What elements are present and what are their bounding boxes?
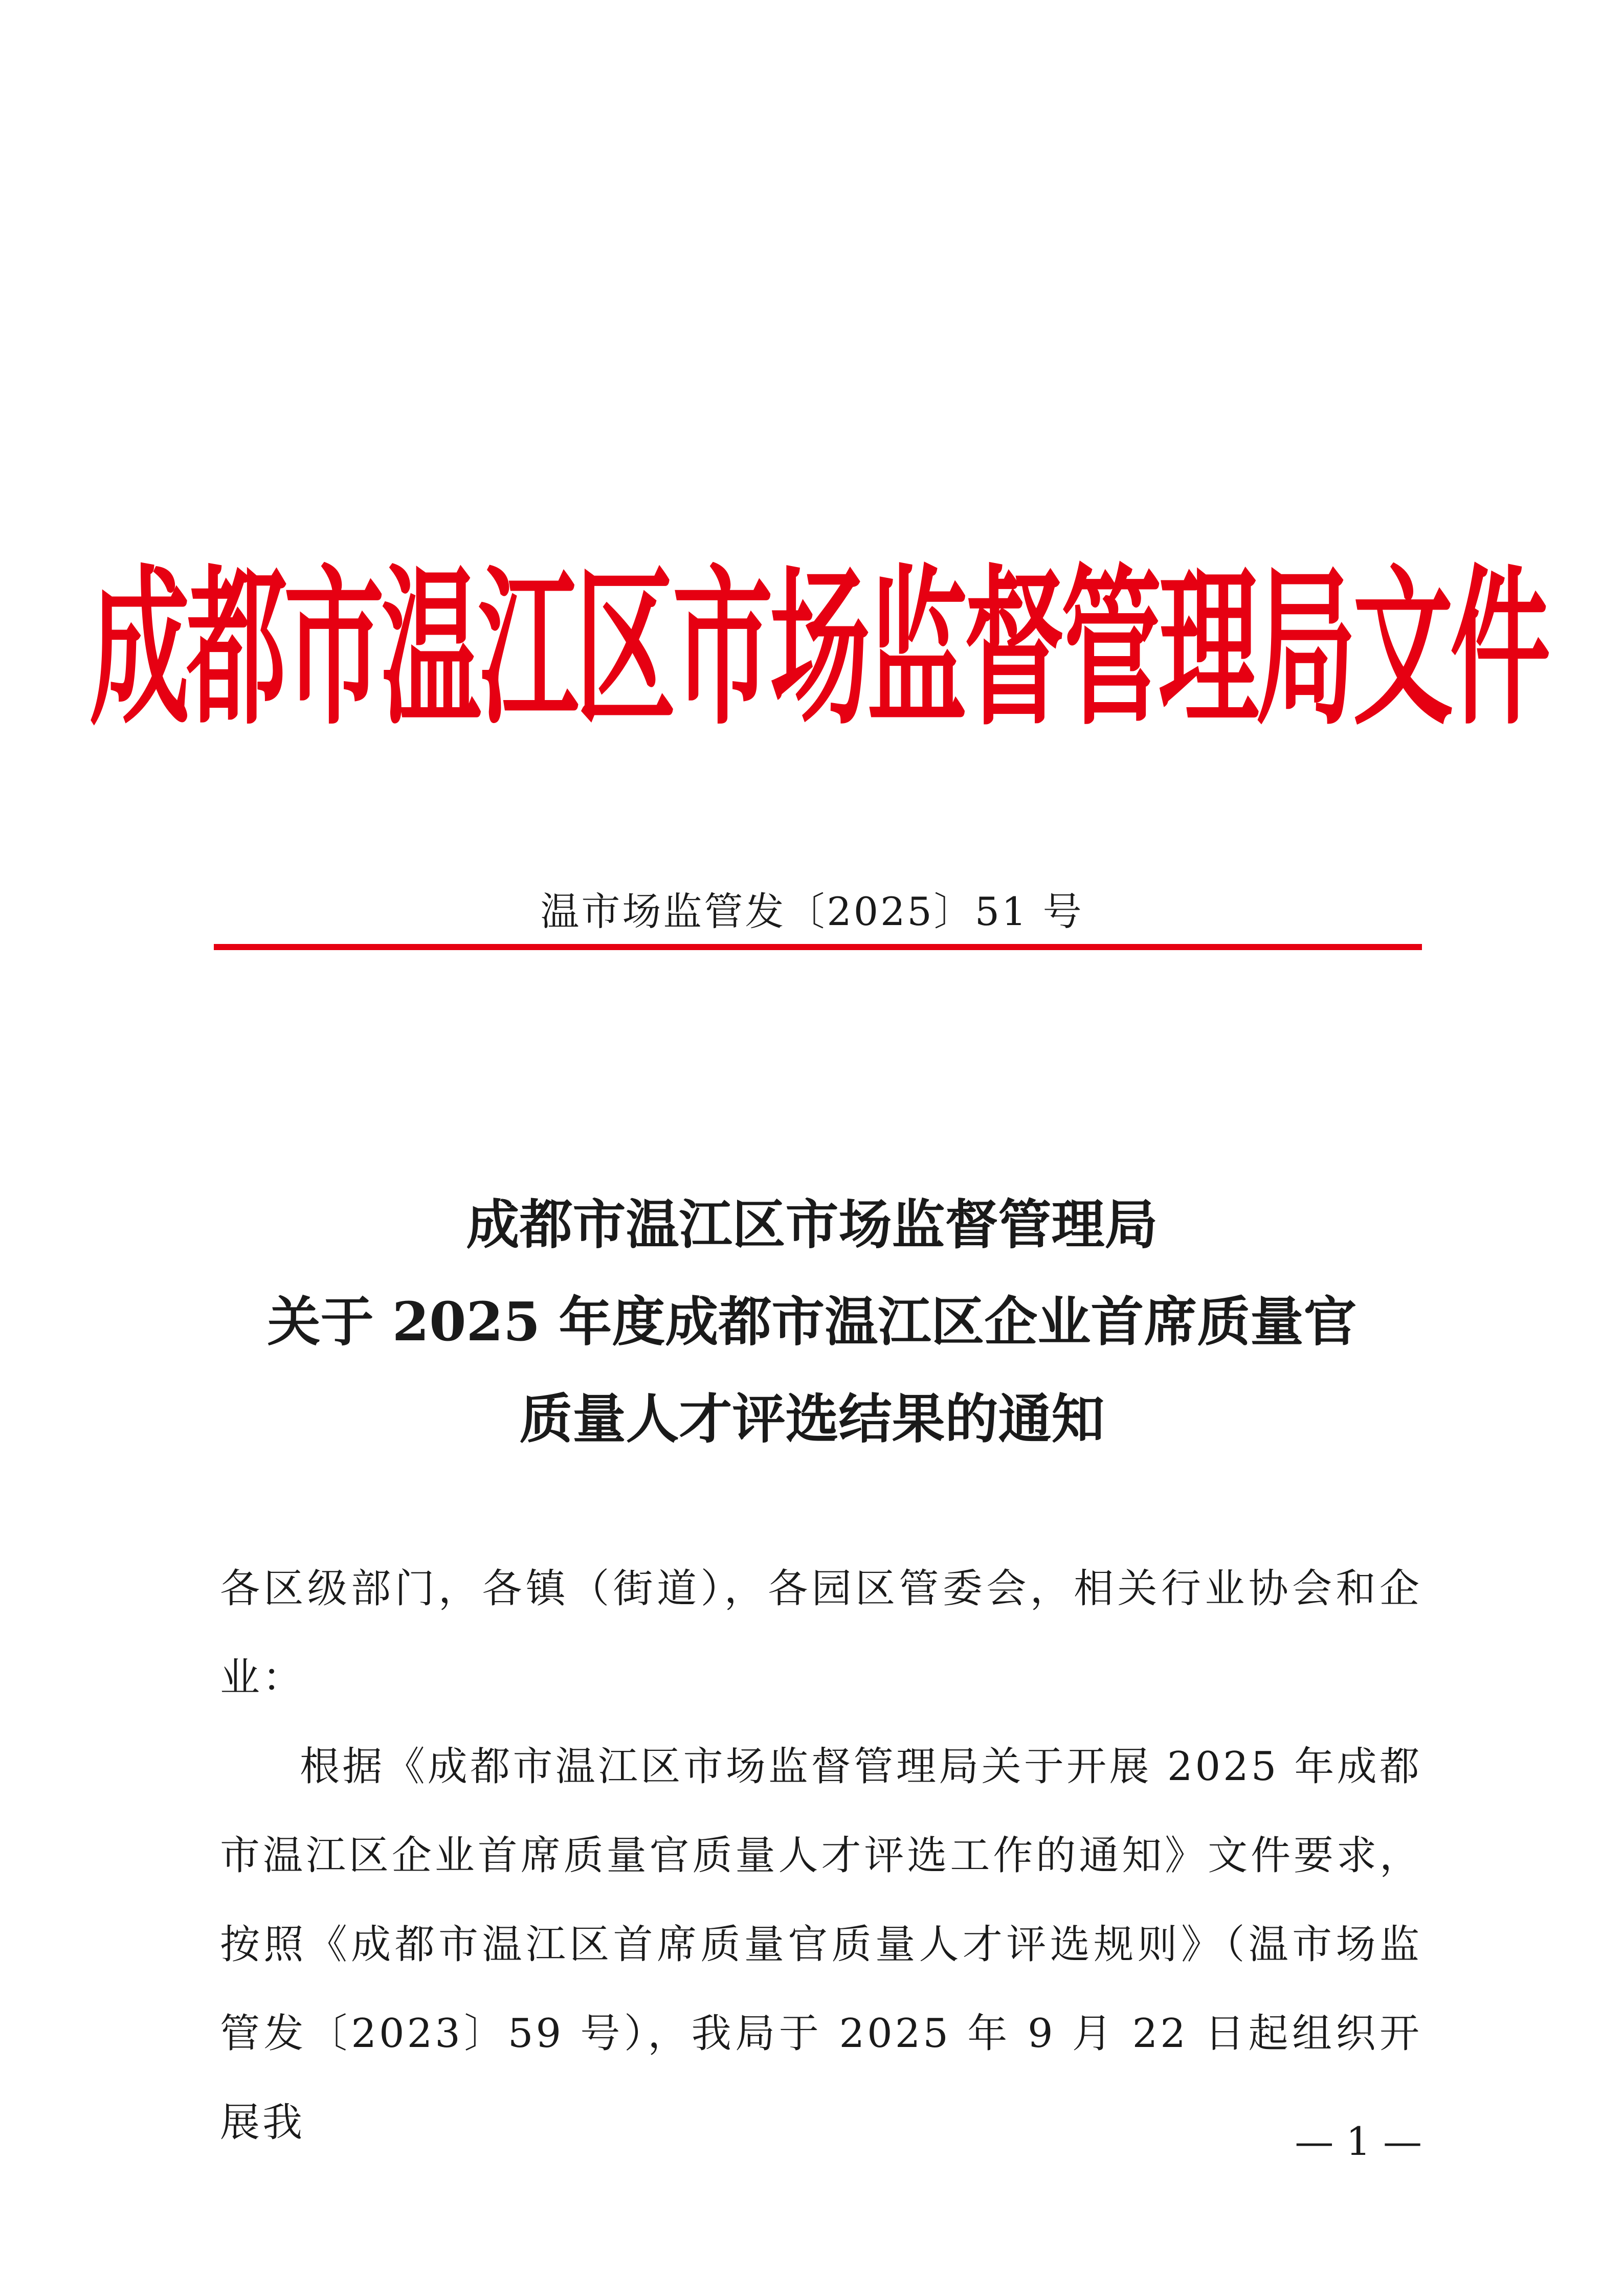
red-masthead <box>90 542 1548 757</box>
salutation: 各区级部门，各镇（街道），各园区管委会，相关行业协会和企业： <box>220 1566 1422 1701</box>
document-title <box>205 1176 1419 1468</box>
page-number: — 1 — <box>1295 2119 1422 2164</box>
red-divider-line <box>214 944 1422 950</box>
document-body <box>220 1544 1422 2167</box>
title-line-1: 成都市温江区市场监督管理局 <box>466 1193 1158 1256</box>
title-line-2: 关于 2025 年度成都市温江区企业首席质量官 <box>267 1290 1357 1353</box>
title-line-3: 质量人才评选结果的通知 <box>519 1387 1105 1450</box>
document-number: 温市场监管发〔2025〕51 号 <box>540 889 1084 934</box>
masthead-title: 成都市温江区市场监督管理局文件 <box>90 550 1548 749</box>
body-paragraph-1: 根据《成都市温江区市场监督管理局关于开展 2025 年成都市温江区企业首席质量官质量人才评选工作的通知》文件要求，按照《成都市温江区首席质量官质量人才评选规则》（温市场监管发〔2023〕59 号），我局于 2025 年 9 月 22 日起组织开展我 <box>220 1744 1422 2146</box>
